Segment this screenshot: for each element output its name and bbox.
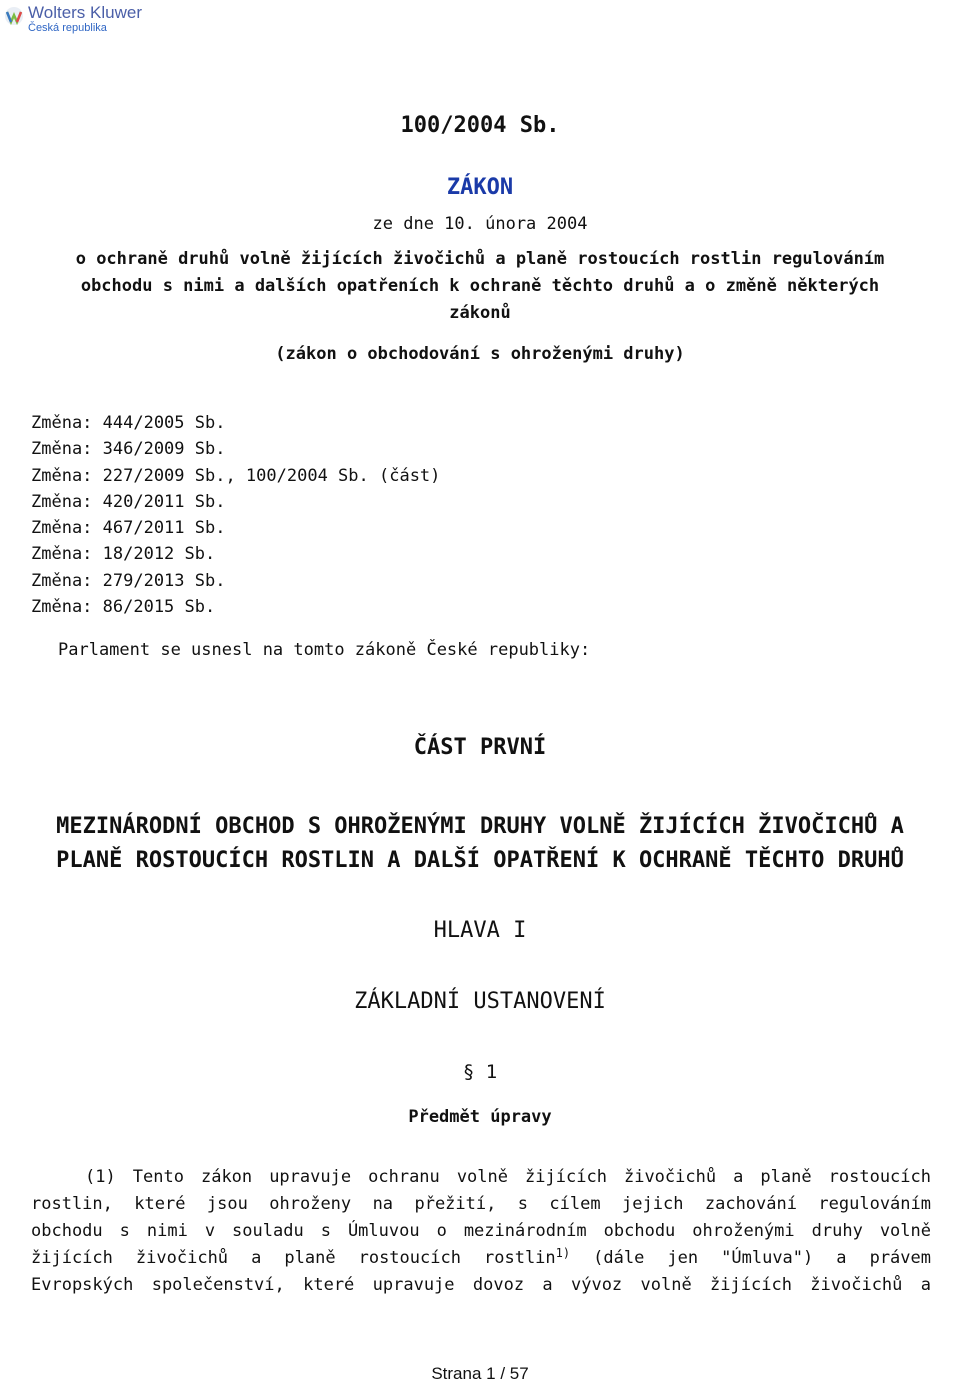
amendment-item: Změna: 227/2009 Sb., 100/2004 Sb. (část) (31, 465, 441, 486)
amendment-item: Změna: 467/2011 Sb. (31, 518, 226, 539)
body-line (31, 1245, 931, 1272)
section-title: Předmět úpravy (408, 1107, 552, 1127)
law-number: 100/2004 Sb. (400, 113, 560, 138)
title-line: zákonů (449, 303, 511, 323)
body-line: rostlin, které jsou ohroženy na přežití, s cílem jejich zachování regulováním (31, 1194, 931, 1214)
amendment-item: Změna: 420/2011 Sb. (31, 491, 226, 512)
head-heading: HLAVA I (433, 918, 527, 943)
section-number: § 1 (462, 1061, 498, 1083)
amendment-item: Změna: 346/2009 Sb. (31, 439, 226, 460)
wolters-kluwer-mark-icon (4, 4, 24, 28)
brand-name: Wolters Kluwer (28, 3, 142, 22)
preamble: Parlament se usnesl na tomto zákoně České republiky: (58, 640, 591, 660)
part-heading: ČÁST PRVNÍ (413, 735, 547, 760)
document-title (20, 246, 940, 327)
wolters-kluwer-logo (4, 4, 142, 34)
title-line: obchodu s nimi a dalších opatřeních k ochraně těchto druhů a o změně některých (80, 276, 880, 296)
brand-subtitle: Česká republika (28, 22, 107, 34)
short-title: (zákon o obchodování s ohroženými druhy) (275, 344, 685, 364)
amendment-item: Změna: 279/2013 Sb. (31, 570, 226, 591)
amendment-item: Změna: 86/2015 Sb. (31, 597, 216, 618)
body-line: (1) Tento zákon upravuje ochranu volně žijících živočichů a planě rostoucích (85, 1167, 931, 1187)
document-date: ze dne 10. února 2004 (372, 214, 588, 234)
title-line: o ochraně druhů volně žijících živočichů a planě rostoucích rostlin regulováním (75, 249, 885, 269)
document-type: ZÁKON (446, 175, 514, 200)
body-text-fragment: (dále jen "Úmluva") a právem (570, 1248, 931, 1268)
body-text-fragment: žijících živočichů a planě rostoucích rostlin (31, 1248, 556, 1268)
amendment-item: Změna: 18/2012 Sb. (31, 544, 216, 565)
head-title: ZÁKLADNÍ USTANOVENÍ (354, 989, 606, 1014)
part-title-line: PLANĚ ROSTOUCÍCH ROSTLIN A DALŠÍ OPATŘENÍ K OCHRANĚ TĚCHTO DRUHŮ (56, 848, 904, 873)
part-title (20, 810, 940, 878)
page-number: Strana 1 / 57 (431, 1364, 529, 1383)
amendment-item: Změna: 444/2005 Sb. (31, 413, 226, 433)
amendment-list (31, 410, 440, 620)
body-line: Evropských společenství, které upravuje dovoz a vývoz volně žijících živočichů a (31, 1275, 931, 1295)
section-body (31, 1164, 931, 1299)
part-title-line: MEZINÁRODNÍ OBCHOD S OHROŽENÝMI DRUHY VOLNĚ ŽIJÍCÍCH ŽIVOČICHŮ A (56, 814, 904, 839)
body-line: obchodu s nimi v souladu s Úmluvou o mezinárodním obchodu ohroženými druhy volně (31, 1221, 931, 1241)
footnote-reference[interactable]: 1) (555, 1246, 571, 1260)
